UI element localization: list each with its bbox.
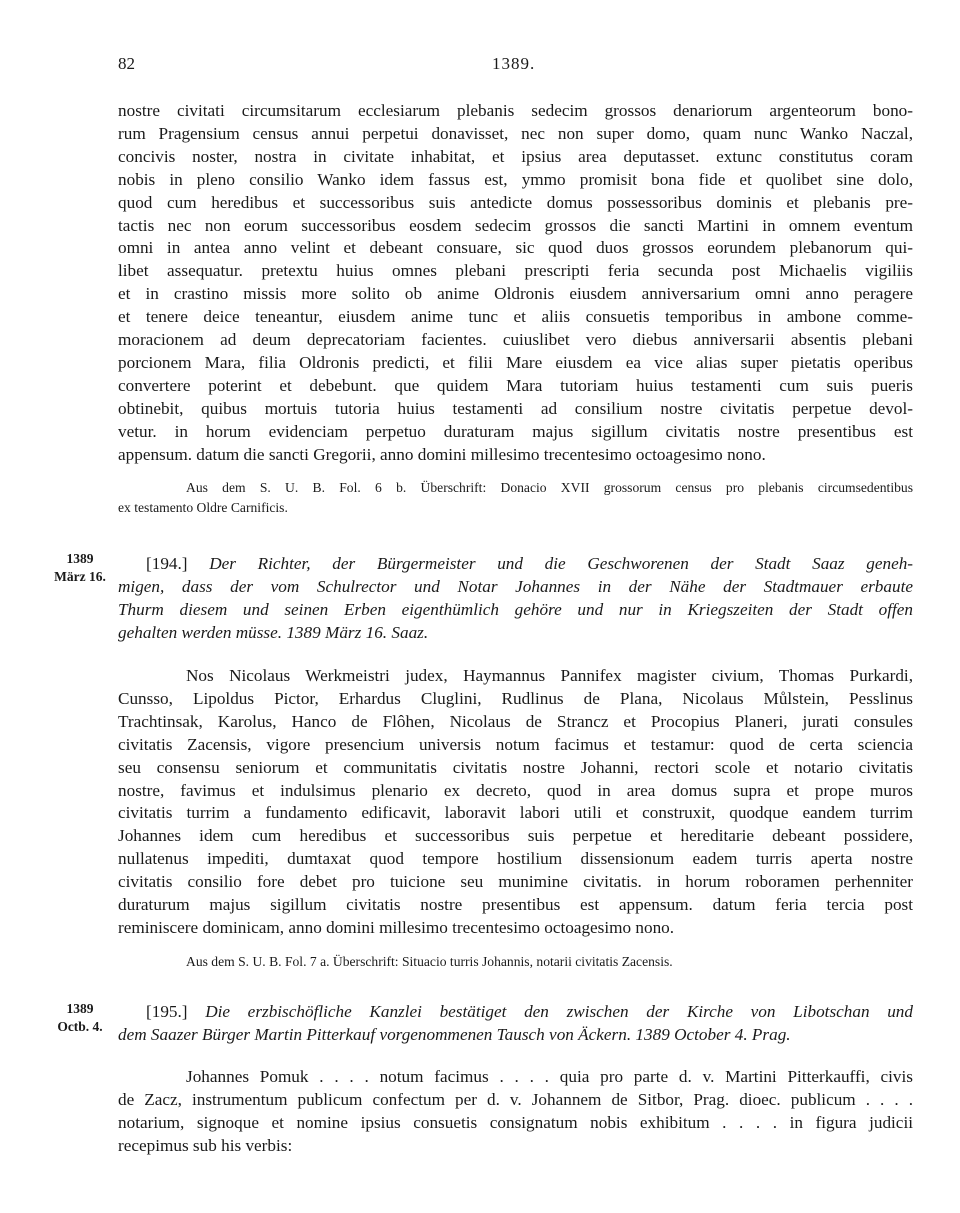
- text-line: civitatis Zacensis, vigore presencium universis notum facimus et testamur: quod de certa sciencia: [118, 734, 913, 754]
- text-line: nostre, favimus et indulsimus plenario ex decreto, quod in area domus supra et prope muros: [118, 780, 913, 800]
- text-line: Johannes idem cum heredibus et successoribus suis perpetue et hereditarie debeant possidere,: [118, 826, 913, 846]
- text-line: recepimus sub his verbis:: [118, 1135, 293, 1155]
- document-number: [194.]: [146, 554, 188, 573]
- margin-day: Octb. 4.: [57, 1019, 103, 1034]
- text-line: quod cum heredibus et successoribus suis antedicte domus possessoribus dominis et plebanis pre-: [118, 192, 913, 212]
- document-number: [195.]: [146, 1002, 188, 1021]
- text-line: notarium, signoque et nomine ipsius consuetis consignatum nobis exhibitum . . . . in figura judicii: [118, 1112, 913, 1132]
- regest-line: gehalten werden müsse. 1389 März 16. Saaz.: [118, 623, 429, 642]
- text-line: appensum. datum die sancti Gregorii, anno domini millesimo trecentesimo octoagesimo nono.: [118, 444, 766, 464]
- source-line: Aus dem S. U. B. Fol. 6 b. Überschrift: Donacio XVII grossorum census pro plebanis circumsedentibus: [186, 480, 913, 495]
- page-number: 82: [118, 54, 135, 73]
- text-line: rum Pragensium census annui perpetui donavisset, nec non super domo, quam nunc Wanko Naczal,: [118, 123, 913, 143]
- regest-line: migen, dass der vom Schulrector und Notar Johannes in der Nähe der Stadtmauer erbaute: [118, 577, 913, 596]
- text-line: et tenere deice teneantur, eiusdem anime tunc et aliis consuetis temporibus in ambone comme-: [118, 307, 913, 327]
- text-line: vetur. in horum evidenciam perpetuo duraturam majus sigillum civitatis nostre presentibus est: [118, 421, 913, 441]
- text-line: civitatis turrim a fundamento edificavit, laboravit labori utili et construxit, quodque eandem turrim: [118, 803, 913, 823]
- text-line: civitatis consilio fore debet pro tuicione seu munimine civitatis. in horum roboramen perhenniter: [118, 872, 913, 892]
- text-line: libet assequatur. pretextu huius omnes plebani prescripti feria secunda post Michaelis vigiliis: [118, 261, 913, 281]
- regest-line: [118, 1000, 913, 1023]
- document-195-text: [118, 1066, 913, 1158]
- text-line: Johannes Pomuk . . . . notum facimus . . . . quia pro parte d. v. Martini Pitterkauffi, civis: [186, 1067, 913, 1086]
- margin-year: 1389: [66, 551, 94, 566]
- text-line: Nos Nicolaus Werkmeistri judex, Haymannus Pannifex magister civium, Thomas Purkardi,: [186, 666, 913, 685]
- regest-text: Die erzbischöfliche Kanzlei bestätiget den zwischen der Kirche von Libotschan und: [205, 1002, 913, 1021]
- running-head-year: 1389.: [492, 54, 536, 73]
- margin-day: März 16.: [54, 569, 106, 584]
- text-line: omni in antea anno velint et debeant consuare, sic quod duos grossos eorundem plebanorum qui-: [118, 238, 913, 258]
- document-194-text: [118, 665, 913, 940]
- text-line: obtinebit, quibus mortuis tutoria huius testamenti ad consilium nostre civitatis perpetue devol-: [118, 398, 913, 418]
- regest-line: Thurm diesem und seinen Erben eigenthümlich gehöre und nur in Kriegszeiten der Stadt offen: [118, 600, 913, 619]
- text-line: de Zacz, instrumentum publicum confectum per d. v. Johannem de Sitbor, Prag. dioec. publicum . . . .: [118, 1089, 913, 1109]
- text-line: reminiscere dominicam, anno domini millesimo trecentesimo octoagesimo nono.: [118, 917, 675, 937]
- text-line: porcionem Mara, filia Oldronis predicti, et filii Mare eiusdem ea vice alias super pietatis operibus: [118, 352, 913, 372]
- text-line: nullatenus impediti, dumtaxat quod tempore hostilium dissensionum eadem turris aperta nostre: [118, 849, 913, 869]
- text-line: convertere poterint et debebunt. que quidem Mara tutoriam huius testamenti cum suis pueris: [118, 375, 913, 395]
- source-line: ex testamento Oldre Carnificis.: [118, 500, 288, 515]
- text-line: et in crastino missis more solito ob anime Oldronis eiusdem anniversarium omni anno peragere: [118, 284, 913, 304]
- text-line: tactis nec non eorum successoribus eosdem sedecim grossos die sancti Martini in omnem eventum: [118, 215, 913, 235]
- text-line: nostre civitati circumsitarum ecclesiarum plebanis sedecim grossos denariorum argenteorum bono-: [118, 101, 913, 120]
- text-line: Trachtinsak, Karolus, Hanco de Flôhen, Nicolaus de Strancz et Procopius Planeri, jurati consules: [118, 711, 913, 731]
- document-194-source-note: [118, 952, 913, 972]
- regest-195: [118, 1000, 913, 1046]
- margin-year: 1389: [66, 1001, 94, 1016]
- text-line: nobis in pleno consilio Wanko idem fassus est, ymmo promisit bona fide et quolibet sine dolo,: [118, 169, 913, 189]
- regest-line: [118, 552, 913, 575]
- source-line: Aus dem S. U. B. Fol. 7 a. Überschrift: Situacio turris Johannis, notarii civitatis Zacensis.: [186, 954, 673, 969]
- text-line: duraturum majus sigillum civitatis nostre presentibus est appensum. datum feria tercia post: [118, 895, 913, 915]
- regest-line: dem Saazer Bürger Martin Pitterkauf vorgenommenen Tausch von Äckern. 1389 October 4. Prag.: [118, 1025, 791, 1044]
- text-line: moracionem ad deum deprecatoriam facientes. cuiuslibet vero diebus anniversarii absentis plebani: [118, 330, 913, 350]
- intro-paragraph: [118, 100, 913, 467]
- regest-194: [118, 552, 913, 644]
- text-line: Cunsso, Lipoldus Pictor, Erhardus Cluglini, Rudlinus de Plana, Nicolaus Můlstein, Pesslinus: [118, 688, 913, 708]
- margin-date-194: [50, 550, 110, 586]
- margin-date-195: [50, 1000, 110, 1036]
- text-line: concivis noster, nostra in civitate inhabitat, et ipsius area deputasset. extunc constitutus coram: [118, 146, 913, 166]
- page-header: [118, 54, 918, 78]
- intro-source-note: [118, 478, 913, 518]
- regest-text: Der Richter, der Bürgermeister und die Geschworenen der Stadt Saaz geneh-: [209, 554, 913, 573]
- text-line: seu consensu seniorum et communitatis civitatis nostre Johanni, rectori scole et notario civitatis: [118, 757, 913, 777]
